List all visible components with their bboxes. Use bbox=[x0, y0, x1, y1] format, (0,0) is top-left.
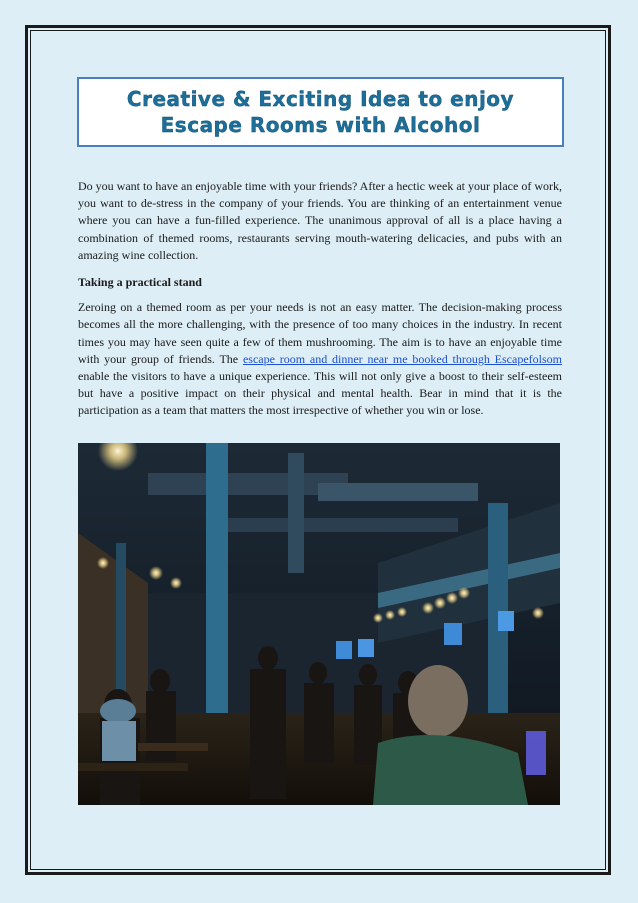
section-text-after-link: enable the visitors to have a unique experience. This will not only give a boost to their self-esteem but have a positive impact on their physical and mental health. Bear in mind that it is the participation as a team that matters the most irrespective of whether you win or lose. bbox=[78, 369, 562, 418]
title-line-2: Escape Rooms with Alcohol bbox=[160, 113, 481, 137]
venue-photo bbox=[78, 443, 560, 805]
intro-paragraph: Do you want to have an enjoyable time with your friends? After a hectic week at your place of work, you want to de-stress in the company of your friends. You are thinking of an entertainment venue where you can have a fun-filled experience. The unanimous approval of all is a place having a combination of themed rooms, restaurants serving mouth-watering delicacies, and pubs with an amazing wine collection. bbox=[78, 179, 562, 262]
article-body bbox=[78, 178, 562, 420]
title-line-1: Creative & Exciting Idea to enjoy bbox=[126, 87, 515, 111]
escape-room-link[interactable]: escape room and dinner near me booked through Escapefolsom bbox=[242, 351, 562, 366]
section-text-before-link: Zeroing on a themed room as per your needs is not an easy matter. The decision-making process becomes all the more challenging, with the presence of too many choices in the industry. In recent times you may have seen quite a few of them mushrooming. The aim is to have an enjoyable time with your group of friends. The bbox=[78, 300, 562, 366]
title-box bbox=[77, 77, 564, 147]
section-paragraph bbox=[78, 299, 562, 419]
section-heading: Taking a practical stand bbox=[78, 275, 202, 290]
